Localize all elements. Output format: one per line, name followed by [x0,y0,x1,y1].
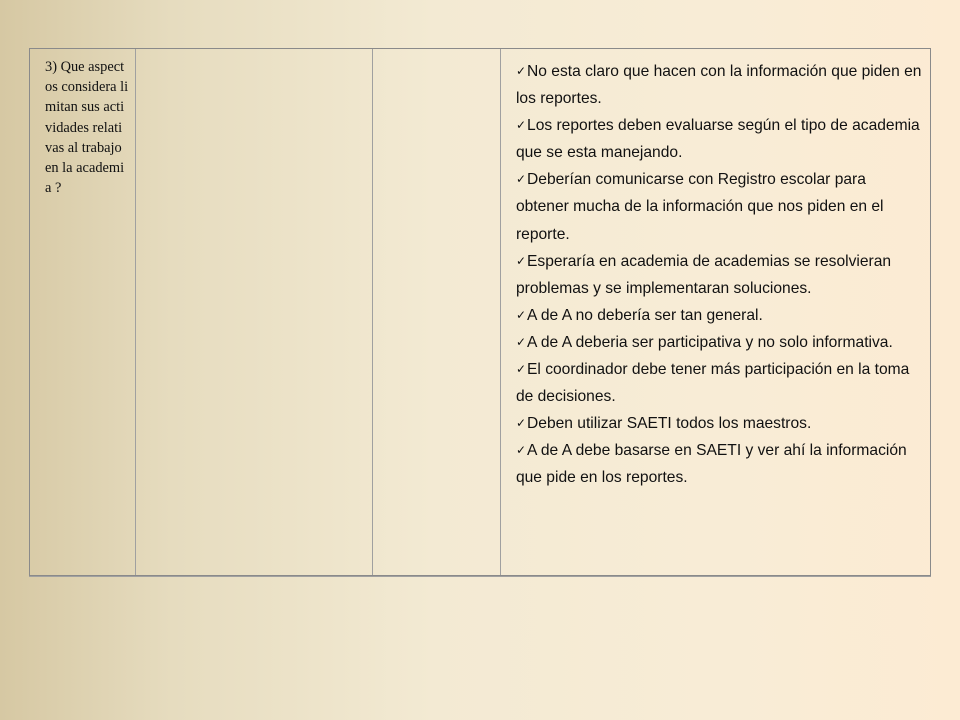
answer-text: No esta claro que hacen con la información que piden en los reportes. [515,63,922,108]
checkmark-icon: ✓ [515,64,527,78]
answer-item [516,166,922,247]
answers-list [516,58,922,492]
checkmark-icon: ✓ [515,362,527,377]
empty-cell-2 [373,49,501,575]
checkmark-icon: ✓ [515,416,527,431]
answer-text: A de A no debería ser tan general. [527,306,763,324]
answer-text: El coordinador debe tener más participación en la toma de decisiones. [515,361,910,406]
answer-item [516,356,922,410]
answer-item [516,112,922,166]
checkmark-icon: ✓ [515,253,527,268]
answer-text: Deben utilizar SAETI todos los maestros. [527,415,812,433]
answer-item [516,410,922,437]
answer-item [516,58,922,112]
checkmark-icon: ✓ [515,118,527,133]
answer-text: Los reportes deben evaluarse según el tipo de academia que se esta manejando. [515,117,920,162]
answer-item [516,437,922,491]
answer-text: Deberían comunicarse con Registro escolar para obtener mucha de la información que nos piden en el reporte. [515,171,884,243]
empty-cell-1 [136,49,373,575]
question-text: 3) Que aspectos considera limitan sus actividades relativas al trabajo en la academia ? [45,59,129,197]
answers-cell [501,49,930,575]
answer-item [516,329,922,356]
answer-text: Esperaría en academia de academias se resolvieran problemas y se implementaran soluciones. [515,252,892,297]
answer-text: A de A deberia ser participativa y no solo informativa. [527,333,893,351]
checkmark-icon: ✓ [515,172,527,187]
survey-table [29,48,931,576]
answer-item [516,302,922,329]
question-cell [30,49,136,575]
checkmark-icon: ✓ [515,334,527,349]
answer-text: A de A debe basarse en SAETI y ver ahí la información que pide en los reportes. [515,442,907,487]
checkmark-icon: ✓ [515,443,527,458]
answer-item [516,248,922,302]
checkmark-icon: ✓ [515,307,527,322]
